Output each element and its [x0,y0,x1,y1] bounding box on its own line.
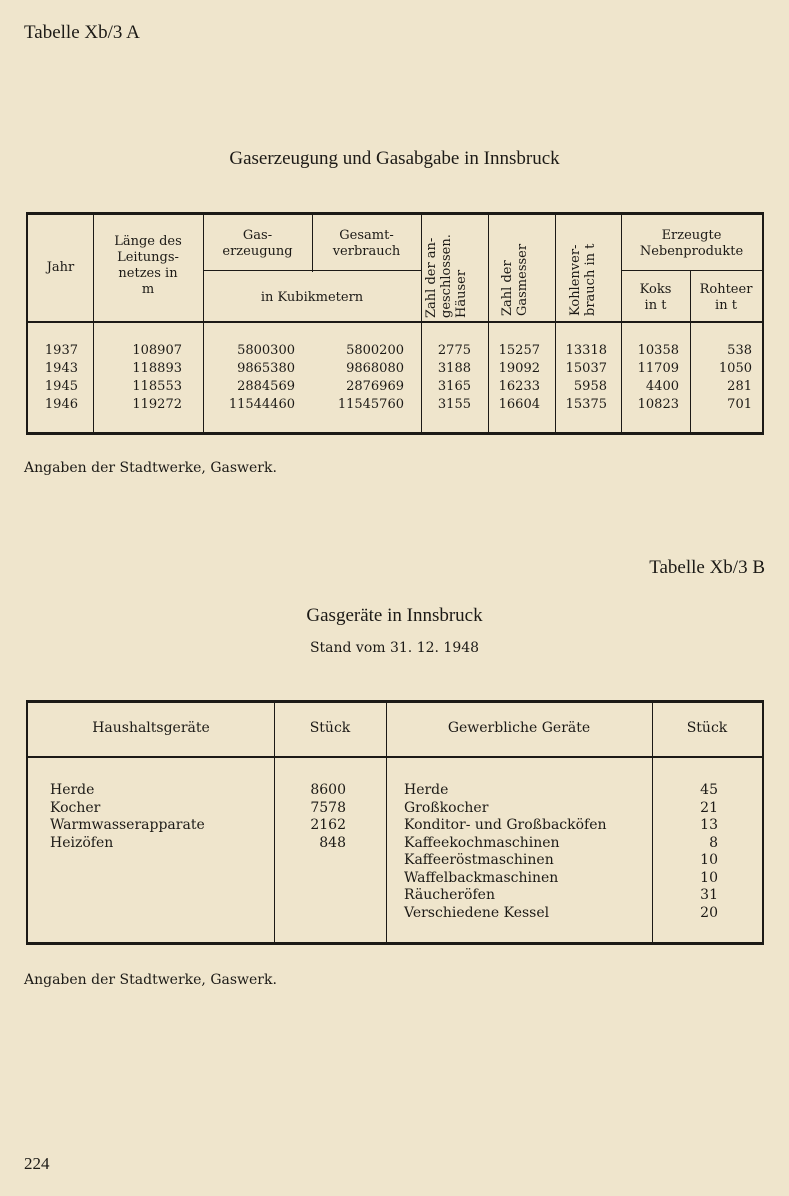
col-rule [386,700,387,944]
header-text: Gesamt- [339,228,394,243]
table-cell: 118553 [132,379,182,394]
table-cell: 3165 [437,379,471,394]
table-b-label: Tabelle Xb/3 B [649,557,765,578]
table-cell: 19092 [498,361,540,376]
table-cell: 13318 [565,343,607,358]
list-item-value: 848 [319,834,346,851]
header-text: Erzeugte [661,228,722,243]
table-cell: 118893 [132,361,182,376]
header-text: erzeugung [222,244,293,259]
header-haushaltsgeraete: Haushaltsgeräte [92,720,210,736]
table-b-source: Angaben der Stadtwerke, Gaswerk. [24,972,277,988]
header-text: m [141,282,155,297]
header-text: Länge des [114,234,182,249]
list-item-value: 21 [700,799,718,816]
list-item-value: 31 [700,887,718,903]
list-item: Kocher [50,799,101,816]
list-item: Warmwasserapparate [50,817,205,833]
header-stueck-gewerbe: Stück [686,720,728,736]
list-item: Kaffeekochmaschinen [404,834,560,851]
table-cell: 3155 [437,397,471,412]
list-item-value: 20 [700,904,718,921]
haushalt-list [50,782,205,852]
table-cell: 9865380 [237,361,295,376]
list-item: Heizöfen [50,834,114,851]
header-text: Nebenprodukte [639,244,744,259]
list-item-value: 10 [700,852,718,868]
list-item-value: 2162 [310,817,346,833]
table-cell: 1937 [44,343,78,358]
table-cell: 15375 [565,397,607,412]
header-text: netzes in [118,266,178,281]
list-item: Großkocher [404,799,489,816]
header-jahr: Jahr [46,260,75,275]
table-cell: 3188 [437,361,471,376]
header-text: Koks [639,282,672,297]
table-cell: 10358 [637,343,679,358]
table-b-left-border [26,700,28,945]
list-item: Herde [404,782,449,798]
list-item: Räucheröfen [404,887,495,903]
header-text: Kohlenver- [568,244,583,316]
table-cell: 5800200 [346,343,404,358]
header-text: Gas- [242,228,273,243]
table-cell: 538 [727,343,752,358]
table-cell: 1943 [44,361,78,376]
header-text: verbrauch [332,244,401,259]
header-text: Zahl der an- [424,237,439,318]
table-cell: 5800300 [237,343,295,358]
table-cell: 119272 [132,397,182,412]
table-cell: 5958 [573,379,607,394]
table-cell: 16604 [498,397,540,412]
table-b-title: Gasgeräte in Innsbruck [306,605,483,626]
gewerbe-stueck-list [652,782,718,922]
list-item-value: 8600 [310,782,346,798]
table-cell: 15037 [565,361,607,376]
list-item-value: 7578 [310,799,346,816]
table-b-top-border [26,700,764,703]
table-cell: 11545760 [337,397,404,412]
table-cell: 11544460 [228,397,295,412]
table-cell: 9868080 [346,361,404,376]
header-text: brauch in t [583,243,598,316]
header-text: Rohteer [699,282,753,297]
table-cell: 1946 [44,397,78,412]
table-cell: 281 [727,379,752,394]
header-gewerbliche-geraete: Gewerbliche Geräte [447,720,591,736]
header-text: Gasmesser [515,243,530,316]
header-text: Zahl der [500,260,515,316]
list-item: Verschiedene Kessel [404,904,550,921]
table-cell: 701 [727,397,752,412]
table-cell: 2884569 [237,379,295,394]
table-a-label: Tabelle Xb/3 A [24,22,140,43]
list-item-value: 13 [700,817,718,833]
table-cell: 10823 [637,397,679,412]
table-b-bottom-border [26,942,764,945]
page-number: 224 [24,1154,50,1173]
list-item: Kaffeeröstmaschinen [404,852,554,868]
header-stueck-haushalt: Stück [309,720,351,736]
table-cell: 2775 [437,343,471,358]
table-cell: 15257 [498,343,540,358]
list-item-value: 10 [700,869,718,886]
header-text: in t [715,298,737,313]
table-cell: 2876969 [346,379,404,394]
list-item-value: 8 [709,834,718,851]
header-text: geschlossen. [439,234,454,318]
table-cell: 11709 [637,361,679,376]
table-cell: 4400 [645,379,679,394]
list-item-value: 45 [700,782,718,798]
table-a-source: Angaben der Stadtwerke, Gaswerk. [24,460,277,476]
list-item: Konditor- und Großbacköfen [404,817,607,833]
header-text: in t [644,298,667,313]
table-cell: 1945 [44,379,78,394]
table-b-subtitle: Stand vom 31. 12. 1948 [309,640,480,656]
list-item: Waffelbackmaschinen [404,869,559,886]
haushalt-stueck-list [274,782,346,852]
list-item: Herde [50,782,95,798]
table-cell: 1050 [718,361,752,376]
table-a-title: Gaserzeugung und Gasabgabe in Innsbruck [229,148,560,169]
header-text: Leitungs- [117,250,179,265]
header-in-kubikmetern: in Kubikmetern [260,290,364,305]
header-text: Häuser [454,269,469,318]
table-cell: 16233 [498,379,540,394]
gewerbe-list [404,782,607,922]
table-cell: 108907 [132,343,182,358]
table-b-header-rule [26,756,764,758]
table-b-right-border [762,700,764,945]
